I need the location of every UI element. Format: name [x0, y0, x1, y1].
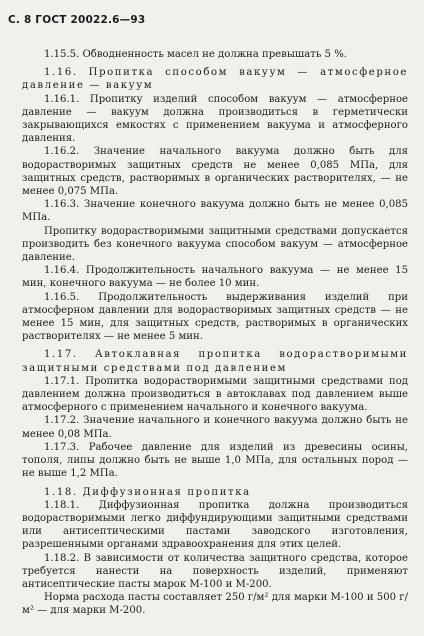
clause-1-16-2: 1.16.2. Значение начального вакуума должно быть для водорастворимых защитных средств не менее 0,085 МПа, для защитных средств, растворимых в органических растворителях, — не менее 0,075 МПа.: [22, 146, 408, 198]
section-heading-1-17: 1.17. Автоклавная пропитка водорастворимыми защитными средствами под давлением: [22, 349, 408, 374]
clause-1-17-3: 1.17.3. Рабочее давление для изделий из древесины осины, тополя, липы должно быть не выше 1,0 МПа, для остальных пород — не выше 1,2 МПа.: [22, 441, 408, 480]
section-heading-1-16: 1.16. Пропитка способом вакуум — атмосферное давление — вакуум: [22, 67, 408, 92]
clause-1-15-5: 1.15.5. Обводненность масел не должна превышать 5 %.: [44, 49, 347, 60]
clause-1-16-5: 1.16.5. Продолжительность выдерживания изделий при атмосферном давлении для водорастворимых защитных средств — не менее 15 мин, для защитных средств, растворимых в органических растворителях — не менее 5 мин.: [22, 291, 408, 343]
paragraph-note: Пропитку водорастворимыми защитными средствами допускается производить без конечного вакуума способом вакуум — атмосферное давление.: [22, 225, 408, 264]
clause-1-17-2: 1.17.2. Значение начального и конечного вакуума должно быть не менее 0,08 МПа.: [22, 415, 408, 440]
clause-1-16-1: 1.16.1. Пропитку изделий способом вакуум — атмосферное давление — вакуум должна производиться в герметически закрывающихся емкостях с применением вакуума и атмосферного давления.: [22, 93, 408, 145]
clause-1-16-4: 1.16.4. Продолжительность начального вакуума — не менее 15 мин, конечного вакуума — не более 10 мин.: [22, 265, 408, 290]
section-heading-1-18: 1.18. Диффузионная пропитка: [44, 486, 251, 498]
document-body: [22, 43, 408, 618]
clause-1-18-2: 1.18.2. В зависимости от количества защитного средства, которое требуется нанести на поверхность изделий, применяют антисептические пасты марок М-100 и М-200.: [22, 552, 408, 590]
clause-1-16-3: 1.16.3. Значение конечного вакуума должно быть не менее 0,085 МПа.: [22, 199, 408, 224]
paragraph-paste-norm: Норма расхода пасты составляет 250 г/м² для марки М-100 и 500 г/м² — для марки М-200.: [22, 592, 408, 617]
page-header: С. 8 ГОСТ 20022.6—93: [8, 14, 146, 26]
clause-1-17-1: 1.17.1. Пропитка водорастворимыми защитными средствами под давлением должна производиться в автоклавах под давлением выше атмосферного с применением начального и конечного вакуума.: [22, 375, 408, 414]
clause-1-18-1: 1.18.1. Диффузионная пропитка должна производиться водорастворимыми легко диффундирующими защитными средствами или антисептическими пастами заводского изготовления, разрешенными органами здравоохранения для этих целей.: [22, 499, 408, 551]
